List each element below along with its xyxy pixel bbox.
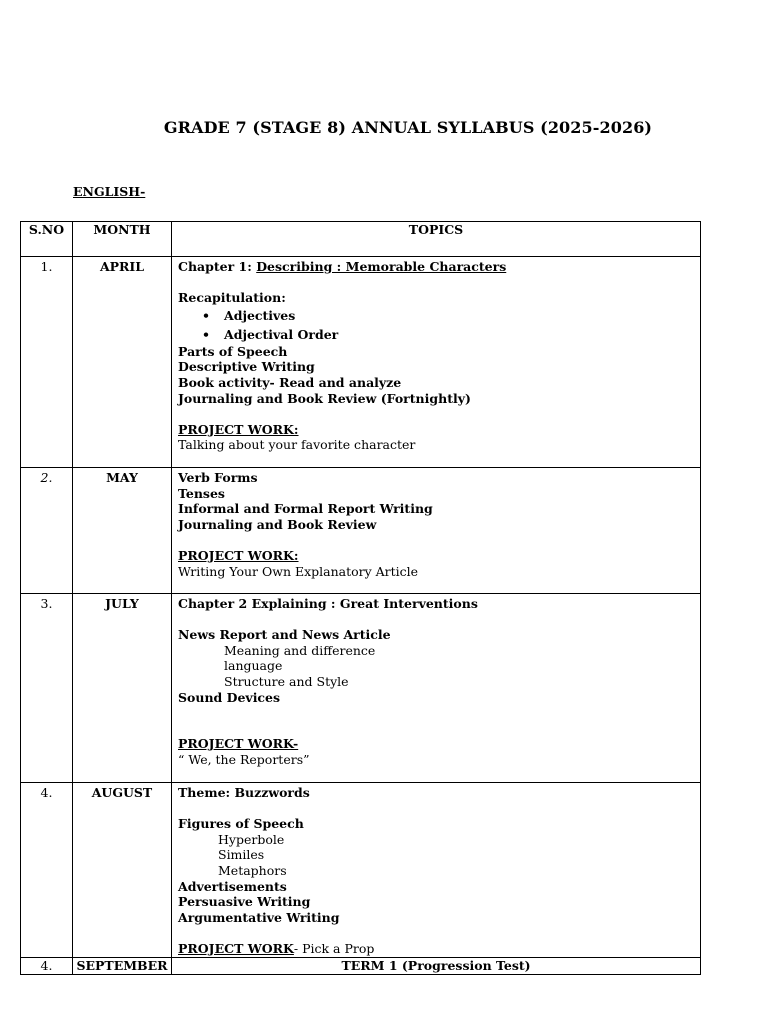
project-text: Talking about your favorite character bbox=[178, 437, 416, 453]
row-month: AUGUST bbox=[73, 783, 172, 958]
project-text: “ We, the Reporters” bbox=[178, 751, 310, 767]
row-sno: 2. bbox=[21, 468, 73, 594]
project-label: PROJECT WORK: bbox=[178, 547, 299, 563]
row-term-text: TERM 1 (Progression Test) bbox=[172, 957, 701, 974]
list-item: • Adjectival Order bbox=[224, 325, 694, 344]
table-header-row bbox=[21, 222, 701, 257]
list-item: • Adjectives bbox=[224, 306, 694, 325]
table-row bbox=[21, 257, 701, 468]
topic-line: Advertisements bbox=[178, 878, 287, 894]
topic-line: Journaling and Book Review bbox=[178, 516, 377, 532]
project-line bbox=[178, 941, 694, 957]
row-month: SEPTEMBER bbox=[73, 957, 172, 974]
sub-item: Structure and Style bbox=[224, 673, 349, 689]
project-text: - Pick a Prop bbox=[293, 940, 375, 956]
topic-line: Journaling and Book Review (Fortnightly) bbox=[178, 390, 471, 406]
section-heading: Figures of Speech bbox=[178, 816, 304, 832]
row-topics bbox=[172, 594, 701, 783]
document-title: GRADE 7 (STAGE 8) ANNUAL SYLLABUS (2025-2026) bbox=[163, 118, 653, 137]
project-label: PROJECT WORK: bbox=[178, 421, 299, 437]
row-topics bbox=[172, 783, 701, 958]
project-text: Writing Your Own Explanatory Article bbox=[178, 563, 419, 579]
row-topics bbox=[172, 468, 701, 594]
chapter-title: Describing : Memorable Characters bbox=[256, 259, 507, 274]
table-row bbox=[21, 468, 701, 594]
sub-item: Metaphors bbox=[218, 862, 287, 878]
topic-line: Persuasive Writing bbox=[178, 894, 311, 910]
syllabus-table bbox=[20, 221, 701, 975]
sub-item: Hyperbole bbox=[218, 831, 285, 847]
row-sno: 1. bbox=[21, 257, 73, 468]
table-row bbox=[21, 594, 701, 783]
project-label: PROJECT WORK bbox=[178, 940, 294, 956]
chapter-prefix: Chapter 1: bbox=[178, 259, 257, 274]
section-heading: News Report and News Article bbox=[178, 627, 391, 643]
row-month: APRIL bbox=[73, 257, 172, 468]
recap-list bbox=[178, 306, 694, 344]
subject-heading: ENGLISH- bbox=[73, 184, 146, 199]
sub-item: Similes bbox=[218, 847, 265, 863]
project-label: PROJECT WORK- bbox=[178, 736, 299, 752]
header-month: MONTH bbox=[73, 222, 172, 257]
row-sno: 3. bbox=[21, 594, 73, 783]
topic-line: Sound Devices bbox=[178, 689, 281, 705]
theme-line: Theme: Buzzwords bbox=[178, 785, 310, 800]
table-row bbox=[21, 957, 701, 974]
row-topics bbox=[172, 257, 701, 468]
topic-line: Book activity- Read and analyze bbox=[178, 374, 402, 390]
topic-line: Informal and Formal Report Writing bbox=[178, 501, 433, 517]
topic-line: Descriptive Writing bbox=[178, 359, 315, 375]
row-month: MAY bbox=[73, 468, 172, 594]
chapter-line bbox=[178, 259, 694, 275]
sub-item: language bbox=[224, 658, 283, 674]
header-topics: TOPICS bbox=[172, 222, 701, 257]
row-sno: 4. bbox=[21, 783, 73, 958]
table-row bbox=[21, 783, 701, 958]
recap-label: Recapitulation: bbox=[178, 290, 286, 306]
row-sno: 4. bbox=[21, 957, 73, 974]
row-month: JULY bbox=[73, 594, 172, 783]
sub-item: Meaning and difference bbox=[224, 642, 376, 658]
topic-line: Parts of Speech bbox=[178, 343, 288, 359]
topic-line: Verb Forms bbox=[178, 470, 258, 485]
chapter-line: Chapter 2 Explaining : Great Interventions bbox=[178, 596, 478, 611]
topic-line: Argumentative Writing bbox=[178, 909, 340, 925]
topic-line: Tenses bbox=[178, 485, 225, 501]
header-sno: S.NO bbox=[21, 222, 73, 257]
